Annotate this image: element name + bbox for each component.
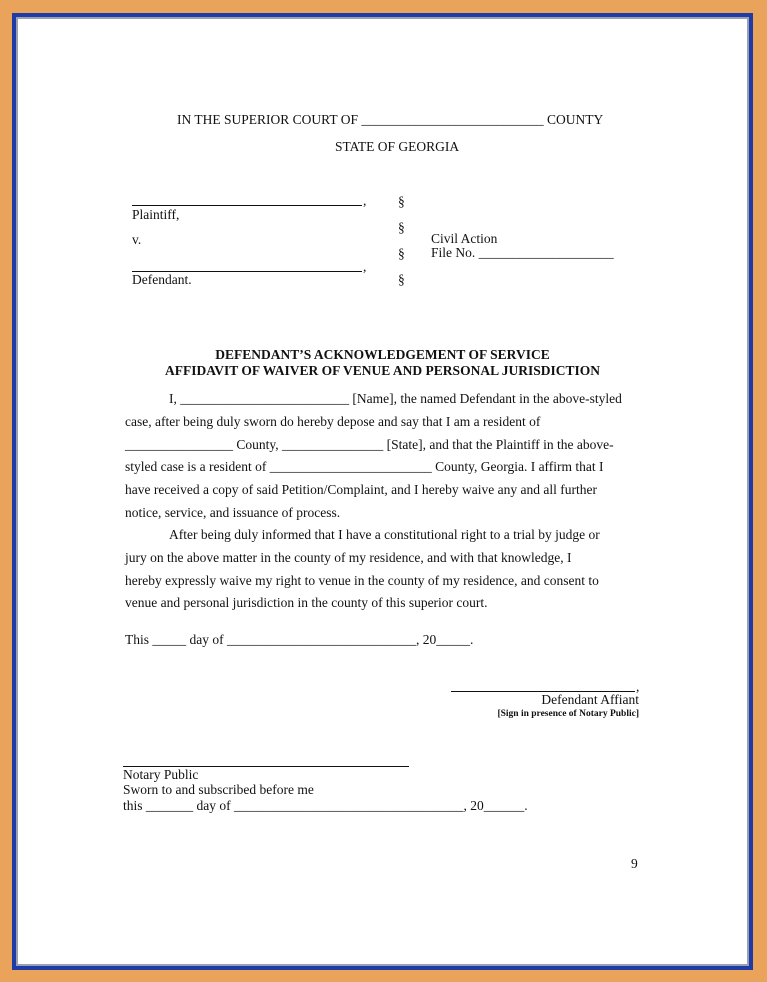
defendant-label: Defendant. — [132, 272, 192, 287]
paragraph-line: case, after being duly sworn do hereby depose and say that I am a resident of — [125, 413, 541, 429]
file-number-label: File No. ____________________ — [431, 245, 614, 260]
paragraph-line: notice, service, and issuance of process. — [125, 504, 341, 520]
affidavit-paragraph-2 — [125, 524, 645, 615]
state-heading: STATE OF GEORGIA — [335, 139, 460, 154]
document-title-line1: DEFENDANT’S ACKNOWLEDGEMENT OF SERVICE — [215, 347, 550, 362]
section-mark: § — [398, 220, 405, 235]
defendant-affiant-label: Defendant Affiant — [541, 692, 639, 707]
document-page — [18, 19, 747, 964]
paragraph-line: have received a copy of said Petition/Complaint, and I hereby waive any and all further — [125, 482, 597, 498]
signature-comma: , — [636, 679, 640, 694]
civil-action-label: Civil Action — [431, 231, 498, 246]
court-suffix: COUNTY — [546, 112, 604, 127]
document-title-line2: AFFIDAVIT OF WAIVER OF VENUE AND PERSONAL JURISDICTION — [165, 363, 600, 378]
paragraph-line: After being duly informed that I have a constitutional right to a trial by judge or — [169, 527, 600, 542]
sworn-statement: Sworn to and subscribed before me — [123, 782, 314, 797]
paragraph-line: venue and personal jurisdiction in the county of this superior court. — [125, 595, 488, 611]
paragraph-line: I, _________________________ [Name], the named Defendant in the above-styled — [169, 391, 622, 406]
section-mark: § — [398, 194, 405, 209]
defendant-comma: , — [363, 259, 367, 274]
plaintiff-comma: , — [363, 193, 367, 208]
affidavit-paragraph-1 — [125, 388, 645, 525]
plaintiff-label: Plaintiff, — [132, 207, 180, 222]
page-number: 9 — [631, 856, 638, 871]
notary-instruction-note: [Sign in presence of Notary Public] — [497, 709, 639, 719]
notary-date-line: this _______ day of __________________________________, 20______. — [123, 798, 528, 813]
plaintiff-name-line — [132, 205, 362, 206]
paragraph-line: jury on the above matter in the county of my residence, and with that knowledge, I — [125, 549, 572, 565]
notary-public-label: Notary Public — [123, 767, 199, 782]
versus-label: v. — [132, 232, 142, 247]
paragraph-line: hereby expressly waive my right to venue in the county of my residence, and consent to — [125, 572, 599, 588]
paragraph-line: styled case is a resident of ________________________ County, Georgia. I affirm that I — [125, 459, 604, 475]
section-mark: § — [398, 246, 405, 261]
execution-date-line: This _____ day of ____________________________, 20_____. — [125, 632, 474, 647]
court-prefix: IN THE SUPERIOR COURT OF — [177, 112, 358, 127]
paragraph-line: ________________ County, _______________ [State], and that the Plaintiff in the above- — [125, 436, 614, 452]
county-blank: ___________________________ — [361, 112, 544, 127]
court-heading — [177, 112, 603, 128]
section-mark: § — [398, 272, 405, 287]
